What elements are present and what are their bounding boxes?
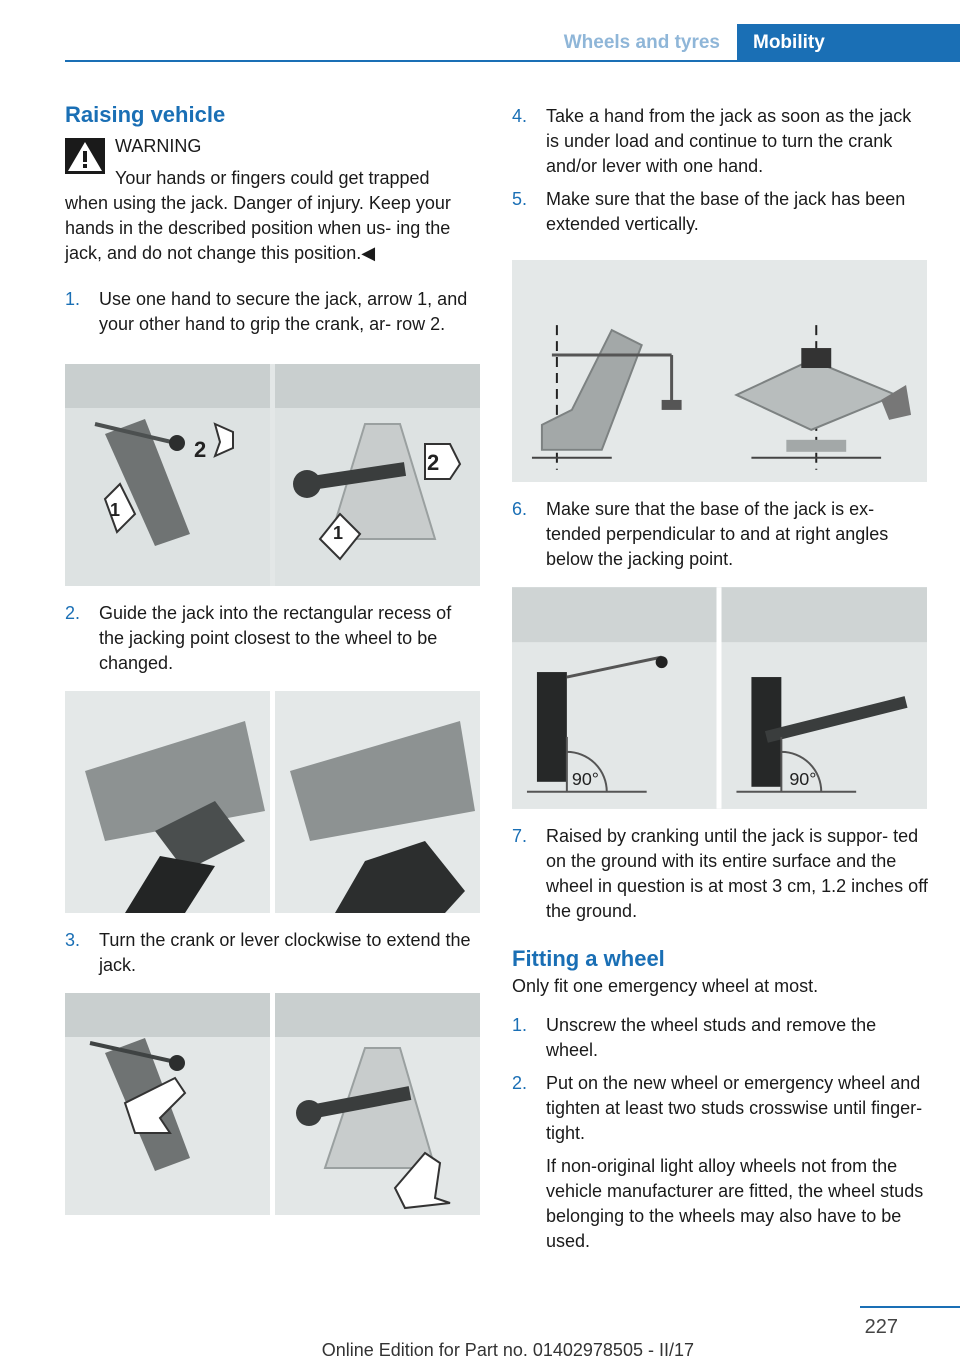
- step-number: 2.: [65, 603, 81, 623]
- arrow-label: 2: [194, 437, 207, 462]
- step-number: 1.: [65, 289, 81, 309]
- step-text: Raised by cranking until the jack is suppor‐ ted on the ground with its entire surface and the wheel in question is at most 3 cm, 1.2 inches off the ground.: [546, 826, 928, 921]
- step-number: 4.: [512, 106, 528, 126]
- jack-hand-illustration: [65, 364, 480, 586]
- left-column: [65, 100, 480, 1215]
- arrow-label: 2: [427, 450, 440, 475]
- step-item: [512, 187, 928, 237]
- jacking-point-illustration: [65, 691, 480, 913]
- step-text: Turn the crank or lever clockwise to extend the jack.: [99, 930, 471, 975]
- page-header: [0, 24, 960, 62]
- chapter-tab: Mobility: [737, 24, 960, 62]
- warning-text: when using the jack. Danger of injury. Keep your hands in the described position when us‐ ing the jack, and do not change this position.◀: [65, 193, 451, 263]
- right-column: [512, 104, 928, 1254]
- step-number: 3.: [65, 930, 81, 950]
- step-item: [512, 1071, 928, 1254]
- step-text: Make sure that the base of the jack has been extended vertically.: [546, 189, 906, 234]
- intro-text: Only fit one emergency wheel at most.: [512, 976, 819, 996]
- step-item: [512, 497, 928, 572]
- jack-right-angle-illustration: [512, 587, 927, 809]
- step-text: Take a hand from the jack as soon as the jack is under load and continue to turn the crank and/or lever with one hand.: [546, 106, 912, 176]
- step-number: 7.: [512, 826, 528, 846]
- step-text: Guide the jack into the rectangular recess of the jacking point closest to the wheel to be changed.: [99, 603, 452, 673]
- step-number: 1.: [512, 1015, 528, 1035]
- step-text: Use one hand to secure the jack, arrow 1, and your other hand to grip the crank, ar‐ row 2.: [99, 289, 468, 334]
- warning-title: WARNING: [115, 136, 202, 156]
- step-text: Put on the new wheel or emergency wheel and tighten at least two studs crosswise until finger-tight.: [546, 1073, 923, 1143]
- edition-text: Online Edition for Part no. 01402978505 - II/17: [321, 1340, 694, 1360]
- figure-turn-crank: [65, 993, 480, 1215]
- arrow-label: 1: [333, 523, 344, 543]
- step-item: [512, 824, 928, 924]
- heading-fitting-wheel: Fitting a wheel: [512, 946, 665, 971]
- step-note: If non-original light alloy wheels not from the vehicle manufacturer are fitted, the wheel studs belonging to the wheels may also have to be used.: [546, 1156, 924, 1251]
- header-rule: [65, 60, 960, 62]
- section-title: Wheels and tyres: [563, 32, 720, 53]
- step-text: Make sure that the base of the jack is ex‐ tended perpendicular to and at right angles below the jacking point.: [546, 499, 889, 569]
- warning-block: [65, 134, 480, 266]
- warning-text-first: Your hands or fingers could get trapped: [115, 168, 430, 188]
- page-number: 227: [864, 1316, 898, 1338]
- warning-triangle-icon: [65, 138, 105, 174]
- figure-vertical-base: [512, 260, 927, 482]
- step-number: 2.: [512, 1073, 528, 1093]
- step-text: Unscrew the wheel studs and remove the wheel.: [546, 1015, 877, 1060]
- step-item: [65, 287, 480, 337]
- heading-raising-vehicle: Raising vehicle: [65, 102, 226, 127]
- step-number: 6.: [512, 499, 528, 519]
- step-number: 5.: [512, 189, 528, 209]
- step-item: [512, 104, 928, 179]
- figure-right-angle: [512, 587, 927, 809]
- jack-vertical-illustration: [512, 260, 927, 482]
- crank-clockwise-illustration: [65, 993, 480, 1215]
- footer-rule: [860, 1306, 960, 1308]
- figure-hand-position: [65, 364, 480, 586]
- figure-jacking-point: [65, 691, 480, 913]
- angle-label: 90°: [571, 768, 599, 789]
- step-item: [65, 601, 480, 676]
- arrow-label: 1: [110, 500, 121, 520]
- step-item: [512, 1013, 928, 1063]
- angle-label: 90°: [789, 768, 817, 789]
- step-item: [65, 928, 480, 978]
